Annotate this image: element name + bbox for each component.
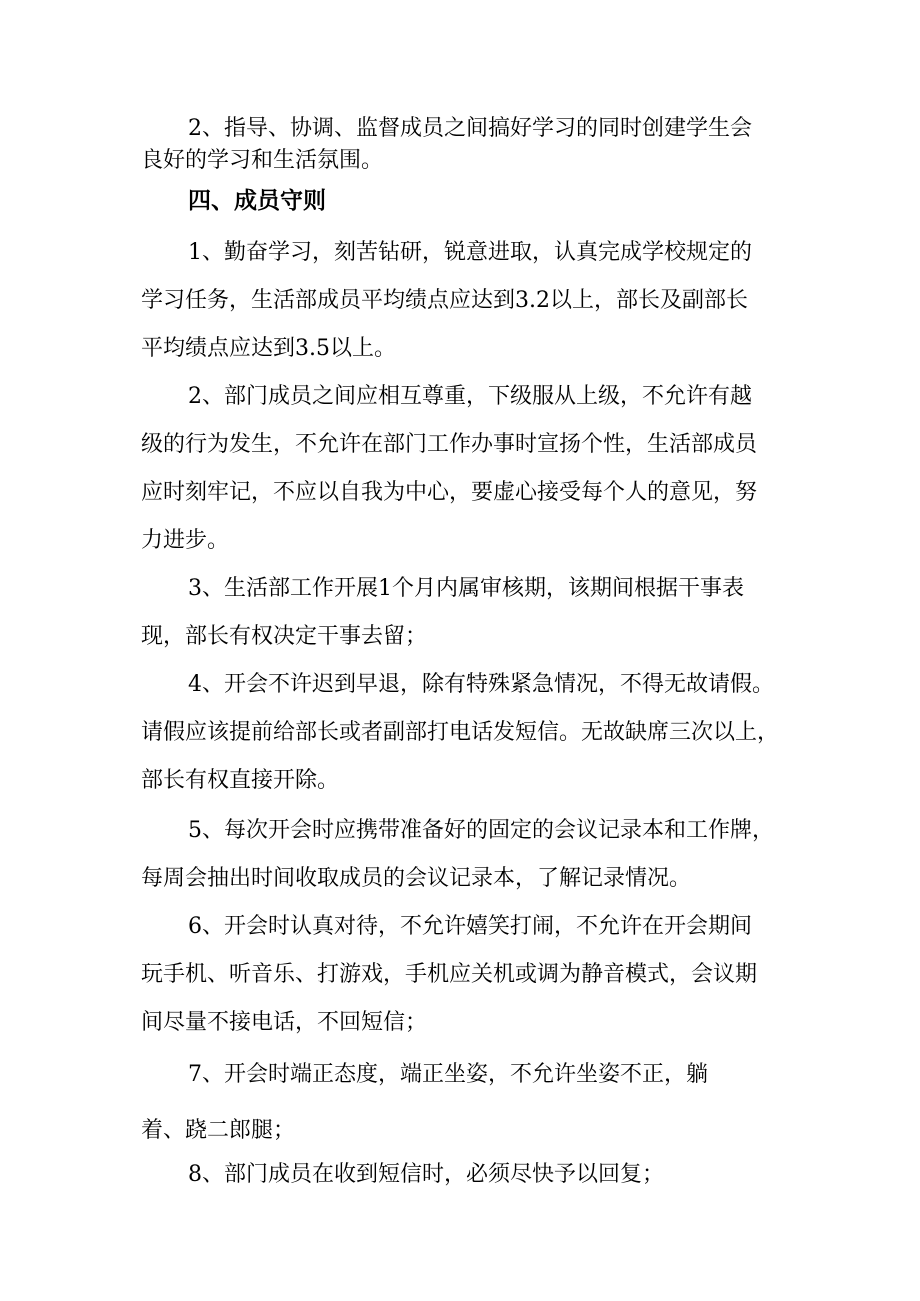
section-heading: 四、成员守则	[188, 188, 326, 214]
paragraph-line: 良好的学习和生活氛围。	[141, 148, 384, 173]
rule-5-line: 每周会抽出时间收取成员的会议记录本，了解记录情况。	[141, 866, 692, 891]
rule-7-line: 着、跷二郎腿；	[141, 1118, 296, 1143]
rule-6-line: 间尽量不接电话，不回短信；	[141, 1010, 428, 1035]
rule-6-line: 6、开会时认真对待，不允许嬉笑打闹，不允许在开会期间	[188, 914, 752, 939]
rule-4-line: 部长有权直接开除。	[141, 768, 340, 793]
rule-1-line: 平均绩点应达到3.5以上。	[141, 336, 396, 361]
rule-6-line: 玩手机、听音乐、打游戏，手机应关机或调为静音模式，会议期	[141, 962, 758, 987]
rule-3-line: 3、生活部工作开展1个月内属审核期，该期间根据干事表	[188, 576, 744, 601]
rule-1-line: 1、勤奋学习，刻苦钻研，锐意进取，认真完成学校规定的	[188, 240, 752, 265]
rule-3-line: 现，部长有权决定干事去留；	[141, 624, 428, 649]
rule-4-line: 4、开会不许迟到早退，除有特殊紧急情况，不得无故请假。	[188, 672, 774, 697]
rule-5-line: 5、每次开会时应携带准备好的固定的会议记录本和工作牌，	[188, 818, 774, 843]
rule-4-line: 请假应该提前给部长或者副部打电话发短信。无故缺席三次以上，	[141, 720, 780, 745]
rule-7-line: 7、开会时端正态度，端正坐姿，不允许坐姿不正，躺	[188, 1062, 708, 1087]
rule-2-line: 级的行为发生，不允许在部门工作办事时宣扬个性，生活部成员	[141, 432, 758, 457]
rule-2-line: 应时刻牢记，不应以自我为中心，要虚心接受每个人的意见，努	[141, 480, 758, 505]
rule-8-line: 8、部门成员在收到短信时，必须尽快予以回复；	[188, 1162, 664, 1187]
rule-2-line: 2、部门成员之间应相互尊重，下级服从上级，不允许有越	[188, 384, 752, 409]
rule-1-line: 学习任务，生活部成员平均绩点应达到3.2以上，部长及副部长	[141, 288, 748, 313]
paragraph-line: 2、指导、协调、监督成员之间搞好学习的同时创建学生会	[188, 116, 752, 141]
rule-2-line: 力进步。	[141, 528, 230, 553]
